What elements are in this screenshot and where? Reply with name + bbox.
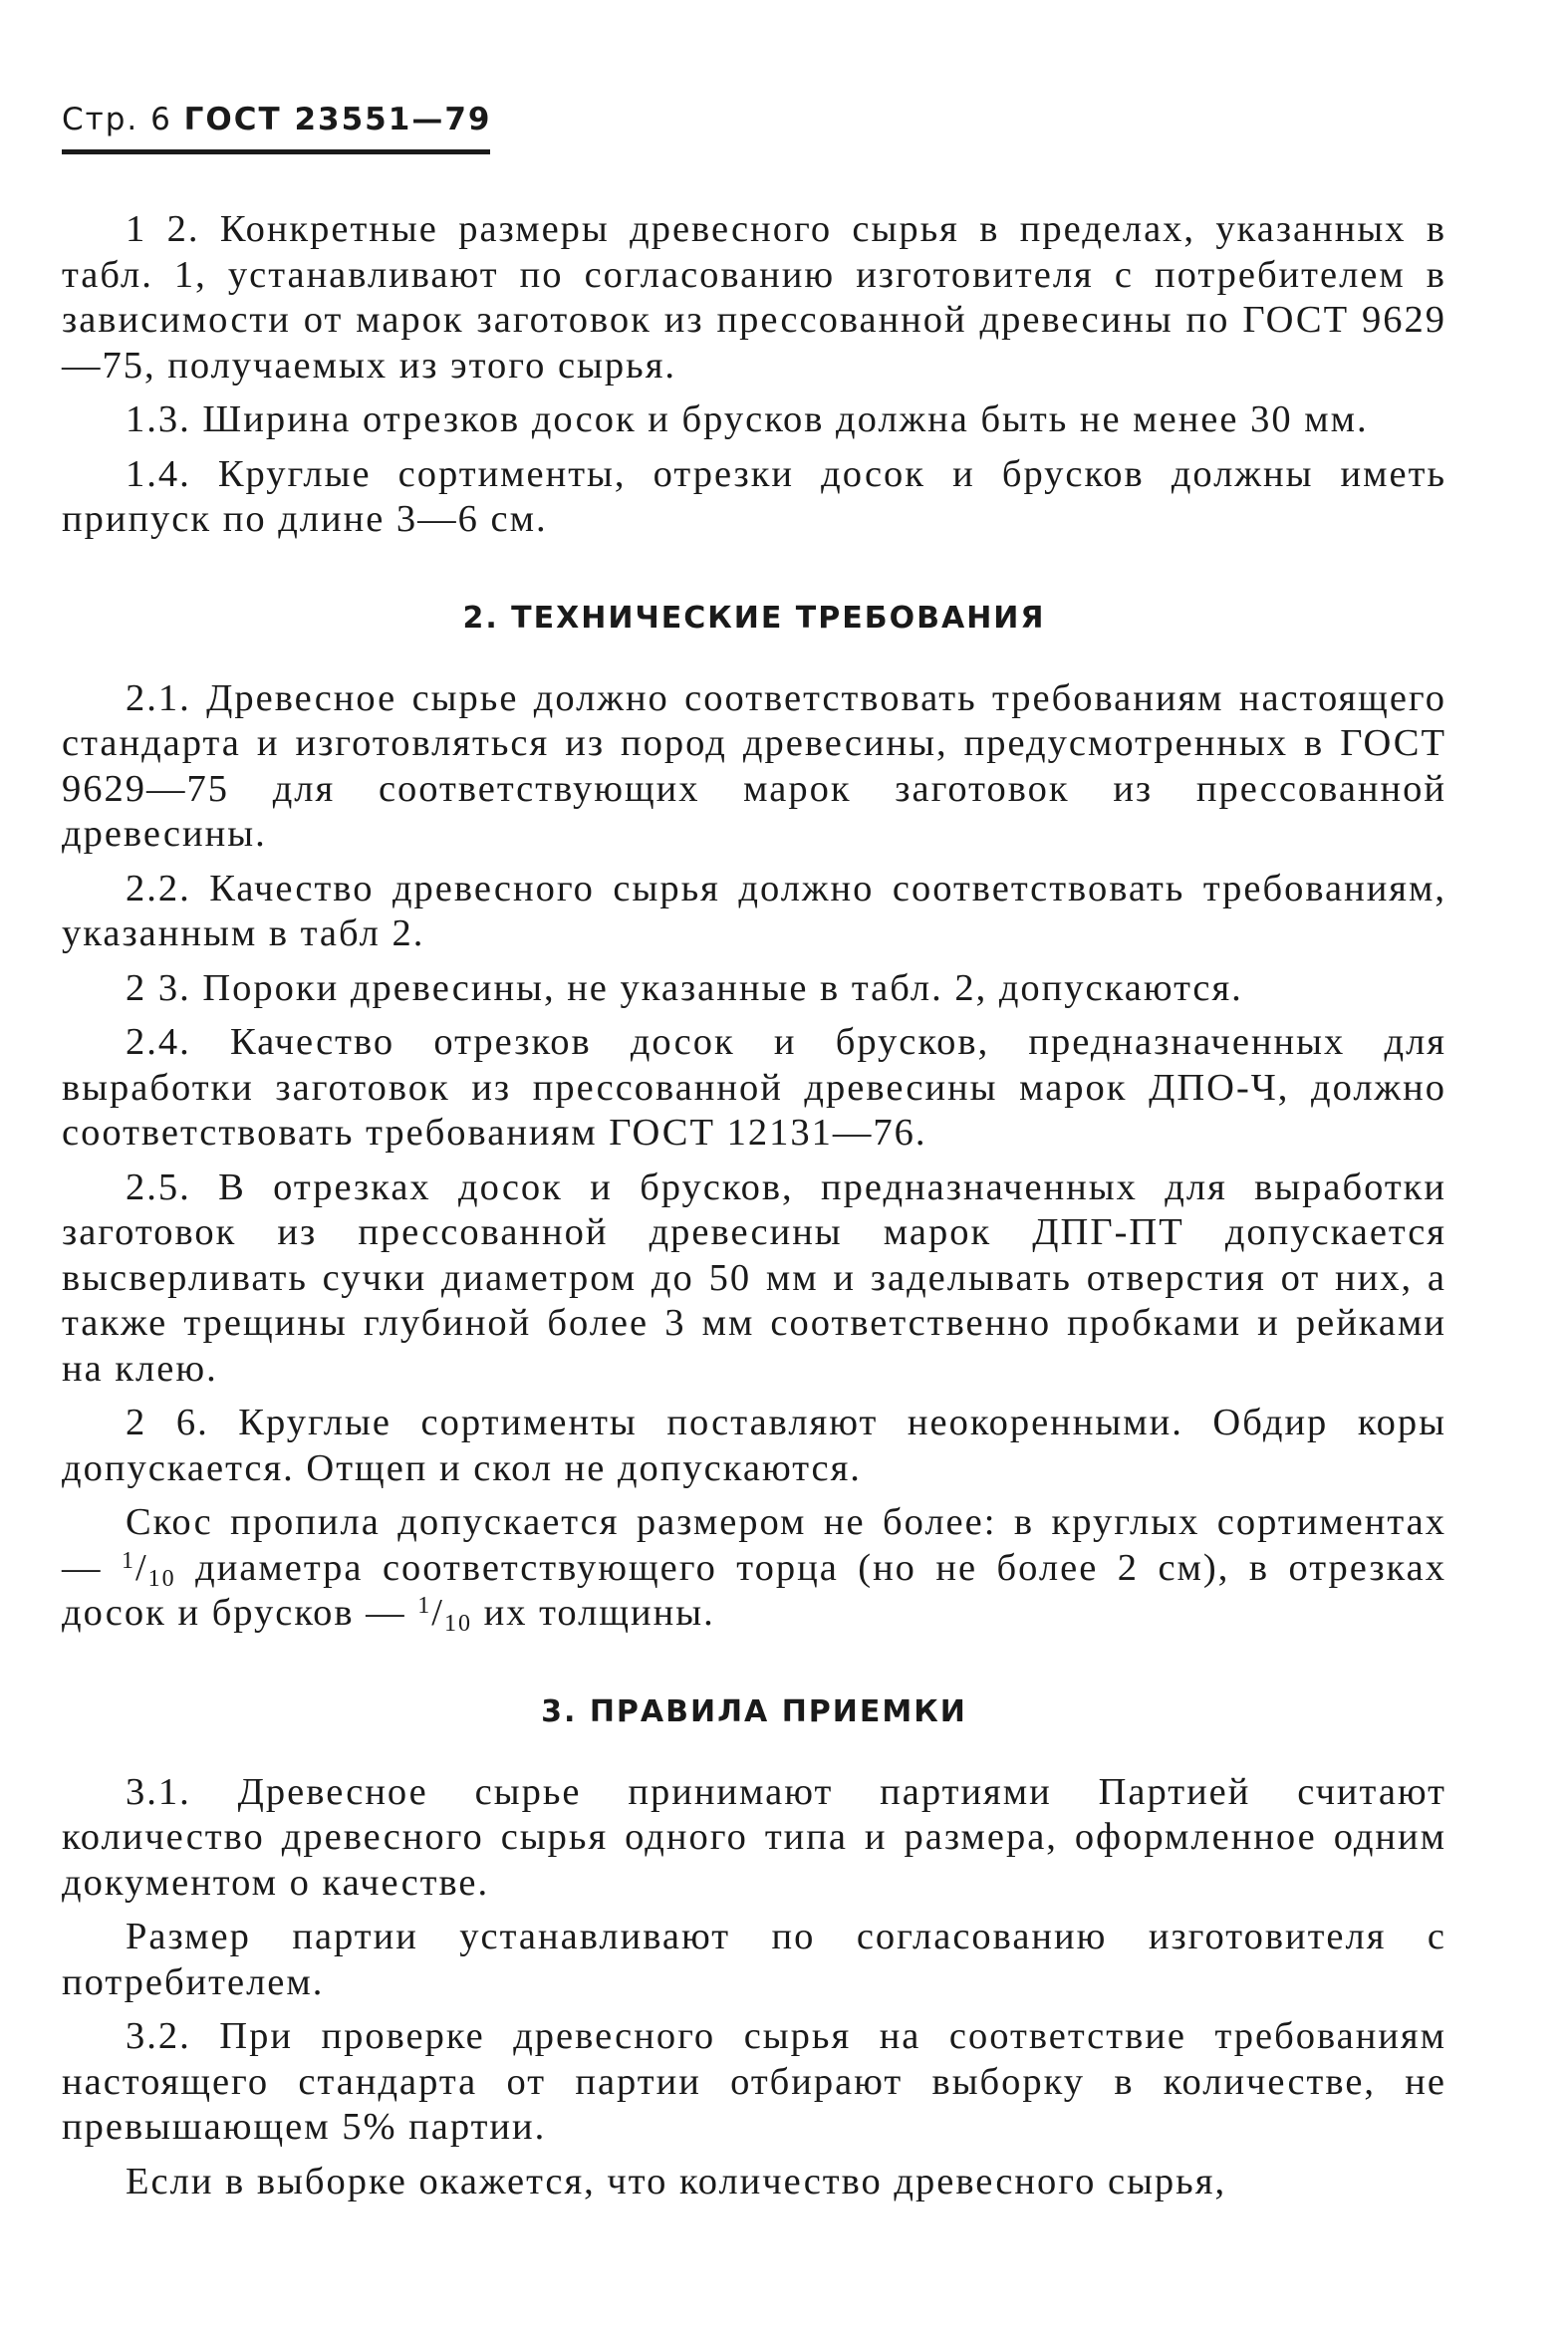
skos-text-2: диаметра соответствующего торца (но не более 2 см), в отрезках досок и брусков — — [62, 1546, 1446, 1634]
clause-2-4: 2.4. Качество отрезков досок и брусков, предназначенных для выработки заготовок из прессованной древесины марок ДПО-Ч, должно соответствовать требованиям ГОСТ 12131—76. — [62, 1021, 1446, 1154]
clause-3-1-continued: Размер партии устанавливают по согласованию изготовителя с потребителем. — [62, 1916, 1446, 2003]
clause-2-6-skos: Скос пропила допускается размером не более: в круглых сортиментах — $^1/_{10}$ диаметра соответствующего торца (но не более 2 см), в отрезках досок и брусков — $^1/_{10}$ их толщины. — [62, 1501, 1446, 1637]
clause-2-5: 2.5. В отрезках досок и брусков, предназначенных для выработки заготовок из прессованной древесины марок ДПГ-ПТ допускается высверливать сучки диаметром до 50 мм и заделывать отверстия от них, а также трещины глубиной более 3 мм соответственно пробками и рейками на клею. — [62, 1165, 1446, 1390]
fraction-numerator: 1 — [121, 1547, 135, 1574]
clause-2-3: 2 3. Пороки древесины, не указанные в табл. 2, допускаются. — [126, 966, 1243, 1009]
clause-3-2-continued: Если в выборке окажется, что количество древесного сырья, — [126, 2160, 1227, 2202]
fraction-denominator: 10 — [444, 1611, 472, 1637]
page-number: Стр. 6 — [62, 102, 172, 137]
skos-text-1: Скос пропила допускается размером не более: в круглых сортиментах — — [62, 1501, 1446, 1589]
fraction-denominator: 10 — [147, 1565, 176, 1592]
page-header — [62, 100, 491, 139]
clause-3-1: 3.1. Древесное сырье принимают партиями Партией считают количество древесного сырья одного типа и размера, оформленное одним документом о качестве. — [62, 1770, 1446, 1904]
section-heading-2: 2. ТЕХНИЧЕСКИЕ ТРЕБОВАНИЯ — [462, 600, 1046, 636]
standard-code: ГОСТ 23551—79 — [183, 102, 492, 137]
clause-1-2: 1 2. Конкретные размеры древесного сырья в пределах, указанных в табл. 1, устанавливают по согласованию изготовителя с потребителем в зависимости от марок заготовок из прессованной древесины по ГОСТ 9629—75, получаемых из этого сырья. — [62, 208, 1446, 387]
clause-2-6: 2 6. Круглые сортименты поставляют неокоренными. Обдир коры допускается. Отщеп и скол не допускаются. — [62, 1402, 1446, 1489]
clause-2-2: 2.2. Качество древесного сырья должно соответствовать требованиям, указанным в табл 2. — [62, 867, 1446, 954]
clause-1-3: 1.3. Ширина отрезков досок и брусков должна быть не менее 30 мм. — [126, 398, 1369, 440]
header-rule — [62, 149, 490, 154]
document-body — [62, 207, 1446, 2213]
clause-2-1: 2.1. Древесное сырье должно соответствовать требованиям настоящего стандарта и изготовляться из пород древесины, предусмотренных в ГОСТ 9629—75 для соответствующих марок заготовок из прессованной древесины. — [62, 676, 1446, 855]
clause-3-2: 3.2. При проверке древесного сырья на соответствие требованиям настоящего стандарта от партии отбирают выборку в количестве, не превышающем 5% партии. — [62, 2015, 1446, 2148]
section-heading-3: 3. ПРАВИЛА ПРИЕМКИ — [541, 1693, 967, 1729]
skos-text-3: их толщины. — [472, 1592, 715, 1634]
clause-1-4: 1.4. Круглые сортименты, отрезки досок и брусков должны иметь припуск по длине 3—6 см. — [62, 452, 1446, 540]
fraction-numerator: 1 — [417, 1593, 432, 1619]
